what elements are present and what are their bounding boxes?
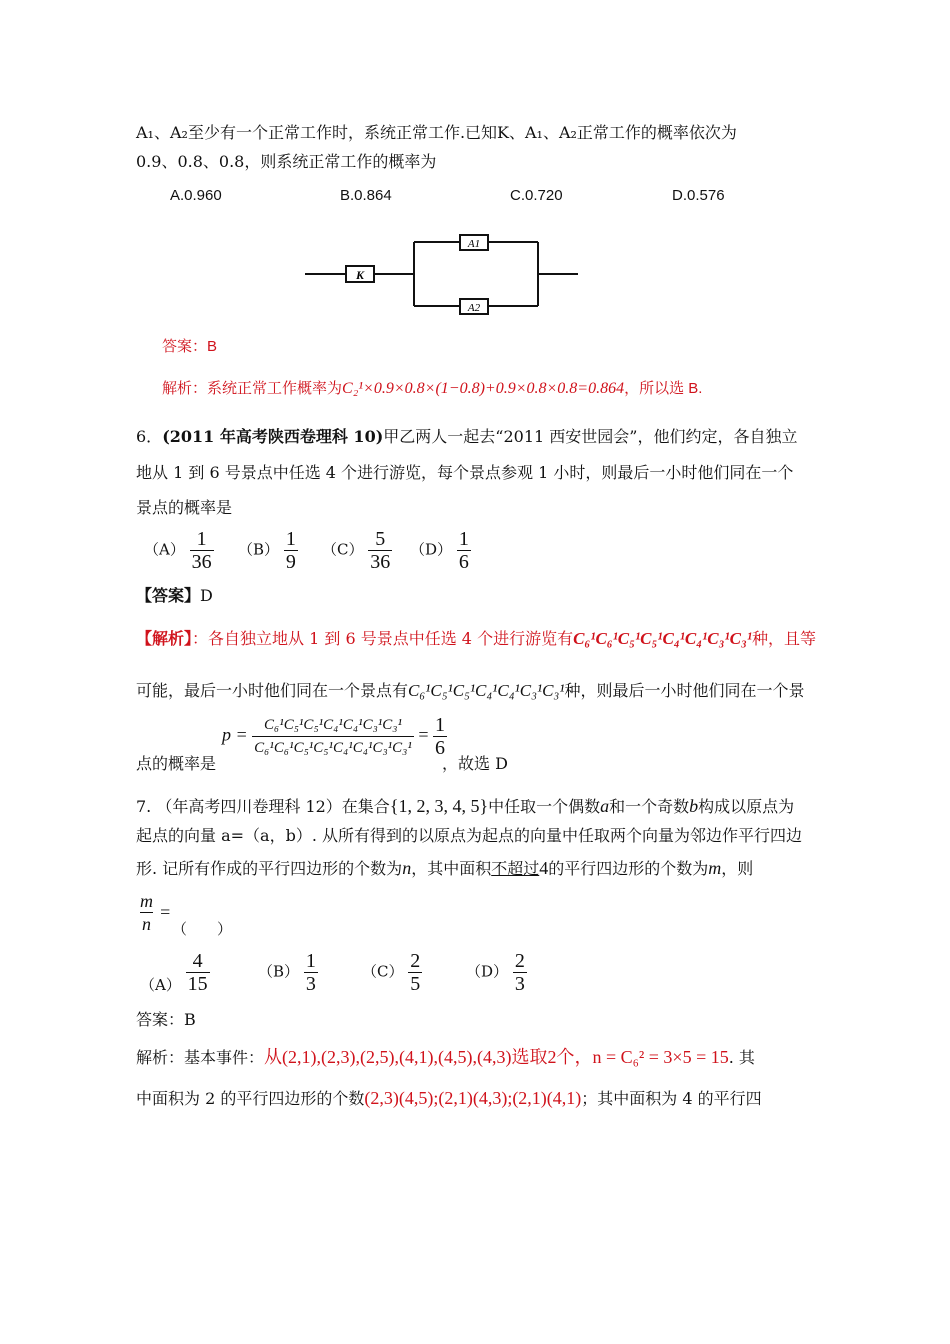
q5-option-a: A.0.960 [170,187,222,204]
q6-analysis-line3-end: ，故选 D [442,754,508,773]
q5-analysis-prefix: 解析：系统正常工作概率为 [162,380,343,397]
q5-option-b: B.0.864 [340,187,392,204]
q6-analysis-bracket: 【解析】 [136,629,193,648]
q6-option-a: （A） $\frac{1}{36}$ [144,528,212,573]
q5-line1: A₁、A₂至少有一个正常工作时，系统正常工作.已知K、A₁、A₂正常工作的概率依次为 [136,123,737,142]
q6-answer [136,585,213,607]
q6-analysis-line2: 可能，最后一小时他们同在一个景点有C₆¹C₅¹C₅¹C₄¹C₄¹C₃¹C₃¹种，则最后一小时他们同在一个景 [136,681,805,700]
q6-line2: 地从 1 到 6 号景点中任选 4 个进行游览，每个景点参观 1 小时，则最后一小时他们同在一个 [136,463,794,482]
label-k: K [355,268,365,282]
q5-analysis-suffix: ，所以选 B. [624,380,703,397]
q6-line1-rest: 甲乙两人一起去“2011 西安世园会”，他们约定，各自独立 [383,427,798,446]
q6-formula2: C₆¹C₅¹C₅¹C₄¹C₄¹C₃¹C₃¹ [408,681,565,700]
q7-line3: 形. 记所有作成的平行四边形的个数为n，其中面积不超过4的平行四边形的个数为m，则 [136,858,754,878]
q5-option-c: C.0.720 [510,187,563,204]
q6-formula1: C₆¹C₆¹C₅¹C₅¹C₄¹C₄¹C₃¹C₃¹ [573,629,752,648]
q5-analysis-formula: C₂¹×0.9×0.8×(1−0.8)+0.9×0.8×0.8=0.864 [342,380,625,397]
q7-set: {1, 2, 3, 4, 5} [389,796,489,816]
q7-option-a: （A） $\frac{4}{15}$ [140,950,208,995]
q6-analysis-line3-start: 点的概率是 [136,754,217,773]
q7-analysis-line1: 解析：基本事件：从(2,1),(2,3),(2,5),(4,1),(4,5),(4,3)选取2个，n = C₆² = 3×5 = 15. 其 [136,1047,755,1067]
q6-option-d: （D） $\frac{1}{6}$ [410,528,469,573]
circuit-diagram [300,230,590,330]
q7-option-d: （D） $\frac{2}{3}$ [466,950,525,995]
q7-underlined-text: 不超过 [491,859,540,878]
q5-answer: 答案：B [162,338,218,355]
q6-option-b: （B） $\frac{1}{9}$ [238,528,296,573]
q7-analysis-line2: 中面积为 2 的平行四边形的个数(2,3)(4,5);(2,1)(4,3);(2,1)(4,1)；其中面积为 4 的平行四 [136,1088,762,1108]
q5-option-d: D.0.576 [672,187,725,204]
q7-pairs-red: (2,3)(4,5);(2,1)(4,3);(2,1)(4,1) [364,1088,582,1108]
label-a2: A2 [467,302,481,314]
q7-option-c: （C） $\frac{2}{5}$ [362,950,421,995]
q6-analysis-line1: 【解析】：各自独立地从 1 到 6 号景点中任选 4 个进行游览有C₆¹C₆¹C₅¹C₅¹C₄¹C₄¹C₃¹C₃¹种，且等 [136,629,816,648]
q7-analysis-red: 从(2,1),(2,3),(2,5),(4,1),(4,5),(4,3)选取2个，n = C₆² = 3×5 = 15 [264,1047,729,1067]
q7-line1: 7. （年高考四川卷理科 12）在集合{1, 2, 3, 4, 5}中任取一个偶数a和一个奇数b构成以原点为 [136,796,795,816]
q5-analysis [162,378,702,400]
q6-answer-bracket: 【答案】 [136,586,201,605]
q6-option-c: （C） $\frac{5}{36}$ [322,528,391,573]
label-a1: A1 [467,238,481,250]
q6-number: 6． [136,427,163,446]
q6-line3: 景点的概率是 [136,498,233,517]
q7-line2: 起点的向量 a=（a，b）. 从所有得到的以原点为起点的向量中任取两个向量为邻边作平行四边 [136,826,802,845]
q6-source: (2011 年高考陕西卷理科 10) [162,427,384,446]
q6-probability-formula: p = $\frac{\text{C₆¹C₅¹C₅¹C₄¹C₄¹C₃¹C₃¹}}{\text{C₆¹C₆¹C₅¹C₅¹C₄¹C₄¹C₃¹C₃¹}}$ = $\frac{1}{6}$ [222,714,446,759]
q6-answer-value: D [200,586,213,605]
q7-blank: （ ） [172,920,233,938]
q7-option-b: （B） $\frac{1}{3}$ [258,950,316,995]
q7-ratio: $\frac{m}{n}$ = [140,891,171,934]
q5-line2: 0.9、0.8、0.8，则系统正常工作的概率为 [136,152,437,171]
q6-line1 [136,426,797,448]
q7-answer: 答案：B [136,1010,196,1029]
